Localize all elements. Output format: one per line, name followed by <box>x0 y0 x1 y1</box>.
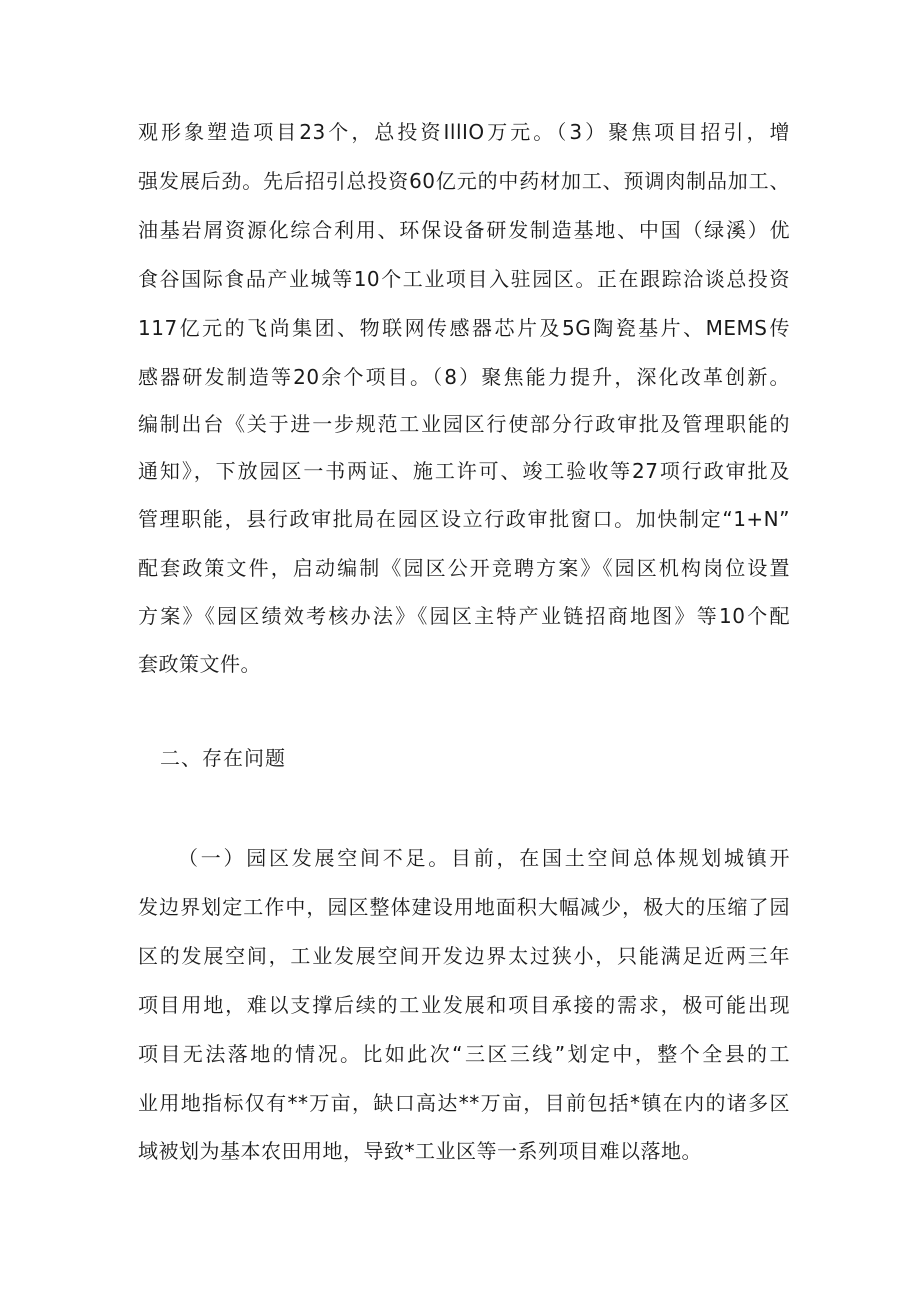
paragraph-line: 感器研发制造等20余个项目。（8）聚焦能力提升，深化改革创新。 <box>138 365 790 389</box>
paragraph-line: （一）园区发展空间不足。目前，在国土空间总体规划城镇开 <box>178 846 790 870</box>
paragraph-line: 食谷国际食品产业城等10个工业项目入驻园区。正在跟踪洽谈总投资 <box>138 267 790 291</box>
paragraph-line: 通知》，下放园区一书两证、施工许可、竣工验收等27项行政审批及 <box>138 459 790 483</box>
paragraph-line: 强发展后劲。先后招引总投资60亿元的中药材加工、预调肉制品加工、 <box>138 169 790 193</box>
paragraph-line: 发边界划定工作中，园区整体建设用地面积大幅减少，极大的压缩了园 <box>138 895 790 919</box>
paragraph-line: 观形象塑造项目23个，总投资IllIO万元。（3）聚焦项目招引，增 <box>138 120 790 144</box>
paragraph-line: 配套政策文件，启动编制《园区公开竞聘方案》《园区机构岗位设置 <box>138 556 790 580</box>
paragraph-line: 油基岩屑资源化综合利用、环保设备研发制造基地、中国（绿溪）优 <box>138 218 790 242</box>
paragraph-line: 域被划为基本农田用地，导致*工业区等一系列项目难以落地。 <box>138 1139 702 1163</box>
paragraph-line: 117亿元的飞尚集团、物联网传感器芯片及5G陶瓷基片、MEMS传 <box>138 316 790 340</box>
paragraph-line: 项目用地，难以支撑后续的工业发展和项目承接的需求，极可能出现 <box>138 993 790 1017</box>
paragraph-line: 项目无法落地的情况。比如此次“三区三线”划定中，整个全县的工 <box>138 1042 790 1066</box>
paragraph-line: 管理职能，县行政审批局在园区设立行政审批窗口。加快制定“1+N” <box>138 507 790 531</box>
paragraph-line: 套政策文件。 <box>138 652 261 676</box>
section-heading: 二、存在问题 <box>160 746 286 770</box>
paragraph-line: 区的发展空间，工业发展空间开发边界太过狭小，只能满足近两三年 <box>138 944 790 968</box>
paragraph-line: 业用地指标仅有**万亩，缺口高达**万亩，目前包括*镇在内的诸多区 <box>138 1091 790 1115</box>
paragraph-line: 编制出台《关于进一步规范工业园区行使部分行政审批及管理职能的 <box>138 412 790 436</box>
paragraph-line: 方案》《园区绩效考核办法》《园区主特产业链招商地图》等10个配 <box>138 604 790 628</box>
